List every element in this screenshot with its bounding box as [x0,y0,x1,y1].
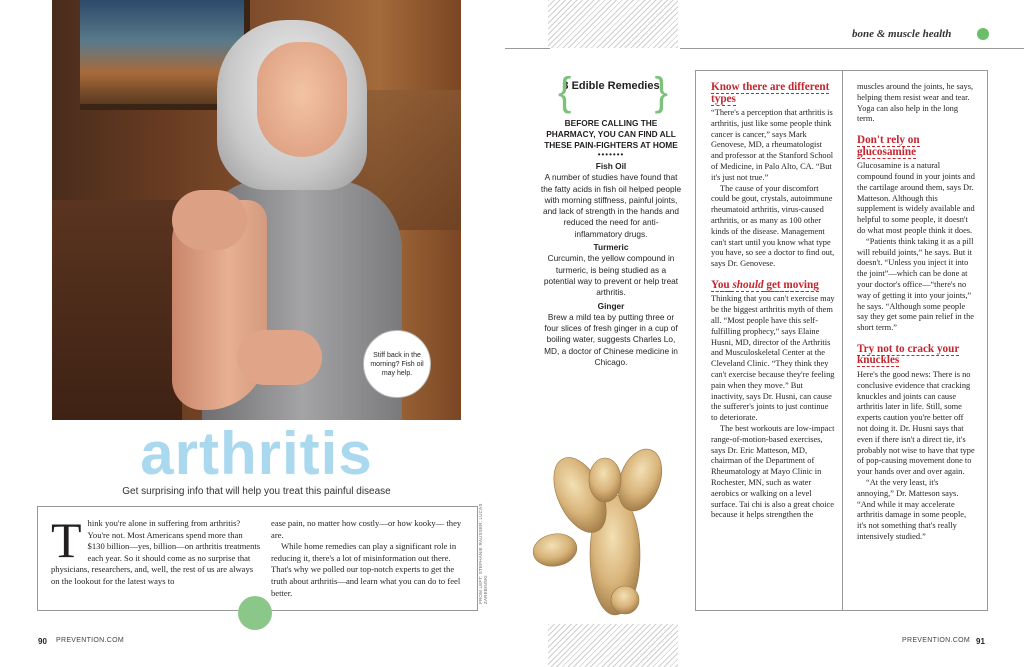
paragraph: Glucosamine is a natural compound found in your joints and the cartilage around them, says Dr. Matteson. Although this supplement is widely available and helpful to some people, it doesn't do what most people think it does. [857,161,975,235]
paragraph: “There's a perception that arthritis is arthritis, just like some people think cancer is cancer,” says Mark Genovese, MD, a rheumatologist and professor at the Stanford School of Medicine, in Palo Alto, CA. “But it's just not true.” [711,108,834,182]
section-heading-moving: You should get moving [711,278,819,291]
bookshelf [52,200,182,420]
article-column-1 [711,82,835,521]
remedy-name-fish-oil: Fish Oil [595,161,627,171]
paragraph: “At the very least, it's annoying,” Dr. Matteson says. “And while it may accelerate arthritis damage in some people, it's not something that's really intensively studied.” [857,477,967,541]
remedy-name-turmeric: Turmeric [593,242,629,253]
remedy-text-turmeric: Curcumin, the yellow compound in turmeric, is being studied as a potential way to prevent or help treat arthritis. [543,253,679,298]
site-name-right[interactable]: PREVENTION.COM [902,637,970,644]
section-heading-knuckles: Try not to crack your knuckles [857,342,960,367]
section-label: bone & muscle health [852,28,952,40]
header-rule-left [505,48,550,49]
header-rule [680,48,1024,49]
intro-column-1 [51,512,261,588]
left-brace-icon: { [558,70,572,114]
hatch-decoration-bottom [548,624,678,667]
remedy-text-fish-oil: A number of studies have found that the fatty acids in fish oil helped people with morning stiffness, painful joints, and lack of strength in the hands and reduced the need for anti-inflammatory drugs. [540,172,682,239]
paragraph: muscles around the joints, he says, helping them resist wear and tear. Yoga can also help in the long term. [857,82,974,124]
paragraph: “Patients think taking it as a pill will rebuild joints,” he says. But it doesn't. “Unless you inject it into the joint”—which can be done at your doctor's office—“there's no way of getting it into your joints,” he says. “Although some people say they get some pain relief in the short term.” [857,236,974,333]
intro-column-2 [271,518,466,599]
article-column-divider [842,70,843,611]
ginger-root-image [520,440,690,620]
section-heading-glucosamine: Don't rely on glucosamine [857,134,920,158]
headline-title: arthritis [140,420,373,487]
remedies-intro: BEFORE CALLING THE PHARMACY, YOU CAN FIND ALL THESE PAIN-FIGHTERS AT HOME [544,118,678,150]
intro-text-1: hink you're alone in suffering from arthritis? You're not. Most Americans spend more than $130 billion—yes, billion—on arthritis treatments each year. So it should come as no surprise that physicians, researchers, and, well, the rest of us are always on the lookout for the latest ways to [51,518,261,586]
right-brace-icon: } [654,70,668,114]
paragraph: Thinking that you can't exercise may be the biggest arthritis myth of them all. “Most people have this self-fulfilling prophecy,” says Elaine Husni, MD, director of the Arthritis and Musculoskeletal Center at the Cleveland Clinic. “They think they can't exercise because they're feeling pain when they move.” But inactivity, says Dr. Husni, can cause the sufferer's joints to just continue to deteriorate. [711,294,835,423]
woman-shoulder [172,190,247,250]
drop-cap: T [51,512,82,568]
remedies-sidebar [540,70,682,368]
remedies-title: 3 Edible Remedies [562,80,660,92]
dots-divider: ••••••• [597,150,625,159]
photo-credit: FROM LEFT: STEPHANIE RAUSSER; LUCAS ZAREBINSKI [478,503,488,604]
hatch-decoration-top [548,0,678,48]
green-dot-decoration [238,596,272,630]
woman-face [257,42,347,157]
intro-text-3: While home remedies can play a significant role in reducing it, there's a lot of misinformation out there. That's why we polled our top-notch experts to get the truth about arthritis—and learn what you can do to feel better. [271,541,461,598]
headline-subtitle: Get surprising info that will help you treat this painful disease [122,486,391,497]
remedies-header [540,70,682,114]
section-dot-icon [977,28,989,40]
woman-hand [237,330,322,385]
photo-callout: Stiff back in the morning? Fish oil may help. [363,330,431,398]
article-column-2 [857,82,975,543]
page-number-left: 90 [38,637,47,646]
remedy-text-ginger: Brew a mild tea by putting three or four slices of fresh ginger in a cup of boiling water, suggests Charles Lo, MD, a doctor of Chinese medicine in Chicago. [544,311,678,368]
remedy-name-ginger: Ginger [597,300,625,311]
site-name-left[interactable]: PREVENTION.COM [56,637,124,644]
paragraph: The cause of your discomfort could be gout, crystals, autoimmune rheumatoid arthritis, virus-caused arthritis, or as many as 100 other kinds of the disease. Management can't start until you know what type you have, so see a doctor to find out, says Dr. Genovese. [711,183,835,269]
section-heading-types: Know there are different types [711,81,830,105]
intro-text-2: ease pain, no matter how costly—or how kooky— they are. [271,518,462,540]
page-number-right: 91 [976,637,985,646]
paragraph: Here's the good news: There is no conclusive evidence that cracking knuckles and joints can cause arthritis later in life. Still, some experts caution you're better off not doing it. Dr. Husni says that even if there isn't a direct tie, it's probably not wise to have that type of pop-causing movement done to your hands over and over again. [857,369,975,477]
paragraph: The best workouts are low-impact range-of-motion-based exercises, says Dr. Eric Matteson, MD, chairman of the Department of Rheumatology at Mayo Clinic in Rochester, MN, such as water aerobics or walking on a level surface. Tai chi is also a great choice because it helps strengthen the [711,424,835,520]
